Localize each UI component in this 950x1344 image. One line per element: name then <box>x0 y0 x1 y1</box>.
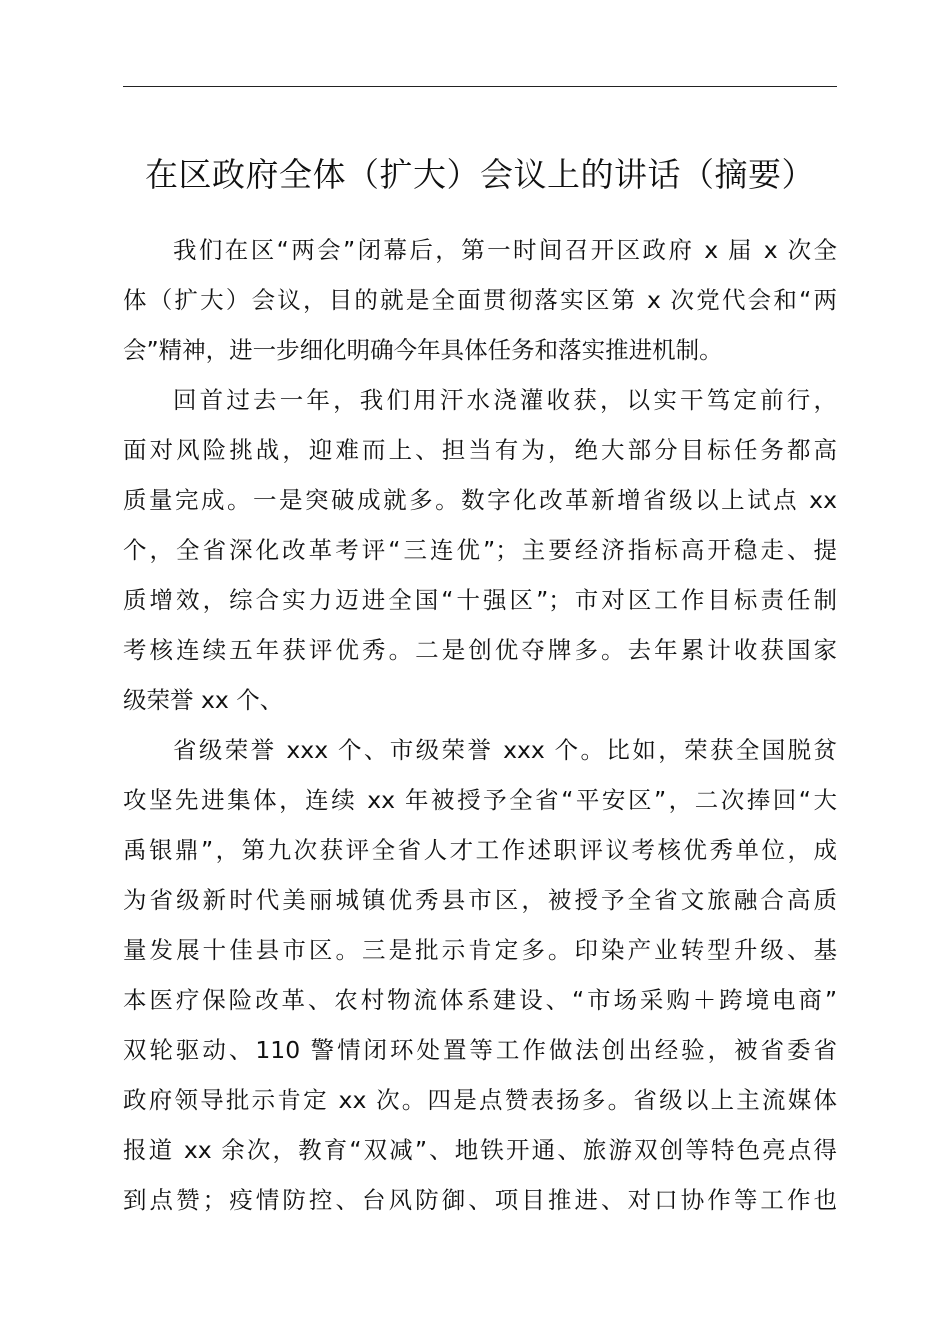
text-line: 报道 xx 余次，教育“双减”、地铁开通、旅游双创等特色亮点得 <box>123 1136 837 1164</box>
text-line: 为省级新时代美丽城镇优秀县市区，被授予全省文旅融合高质 <box>123 886 837 914</box>
paragraph-honors <box>123 725 837 1225</box>
paragraph-intro <box>123 225 837 375</box>
text-line: 体（扩大）会议，目的就是全面贯彻落实区第 x 次党代会和“两 <box>123 286 837 314</box>
text-line: 考核连续五年获评优秀。二是创优夺牌多。去年累计收获国家 <box>123 636 837 664</box>
text-line: 省级荣誉 xxx 个、市级荣誉 xxx 个。比如，荣获全国脱贫 <box>173 736 837 764</box>
text-line: 质量完成。一是突破成就多。数字化改革新增省级以上试点 xx <box>123 486 837 514</box>
document-title: 在区政府全体（扩大）会议上的讲话（摘要） <box>145 155 815 194</box>
text-line: 质增效，综合实力迈进全国“十强区”；市对区工作目标责任制 <box>123 586 837 614</box>
text-line: 攻坚先进集体，连续 xx 年被授予全省“平安区”，二次捧回“大 <box>123 786 837 814</box>
paragraph-review <box>123 375 837 725</box>
document-body <box>123 225 837 1225</box>
text-line: 政府领导批示肯定 xx 次。四是点赞表扬多。省级以上主流媒体 <box>123 1086 837 1114</box>
text-line: 双轮驱动、110 警情闭环处置等工作做法创出经验，被省委省 <box>123 1036 837 1064</box>
text-line: 本医疗保险改革、农村物流体系建设、“市场采购＋跨境电商” <box>123 986 837 1014</box>
text-line: 到点赞；疫情防控、台风防御、项目推进、对口协作等工作也 <box>123 1186 837 1214</box>
header-rule <box>123 86 837 87</box>
text-line: 级荣誉 xx 个、 <box>123 686 284 714</box>
text-line: 回首过去一年，我们用汗水浇灌收获，以实干笃定前行， <box>173 386 837 414</box>
text-line: 禹银鼎”，第九次获评全省人才工作述职评议考核优秀单位，成 <box>123 836 837 864</box>
text-line: 面对风险挑战，迎难而上、担当有为，绝大部分目标任务都高 <box>123 436 837 464</box>
text-line: 个，全省深化改革考评“三连优”；主要经济指标高开稳走、提 <box>123 536 837 564</box>
text-line: 会”精神，进一步细化明确今年具体任务和落实推进机制。 <box>123 336 723 364</box>
text-line: 量发展十佳县市区。三是批示肯定多。印染产业转型升级、基 <box>123 936 837 964</box>
text-line: 我们在区“两会”闭幕后，第一时间召开区政府 x 届 x 次全 <box>173 236 837 264</box>
